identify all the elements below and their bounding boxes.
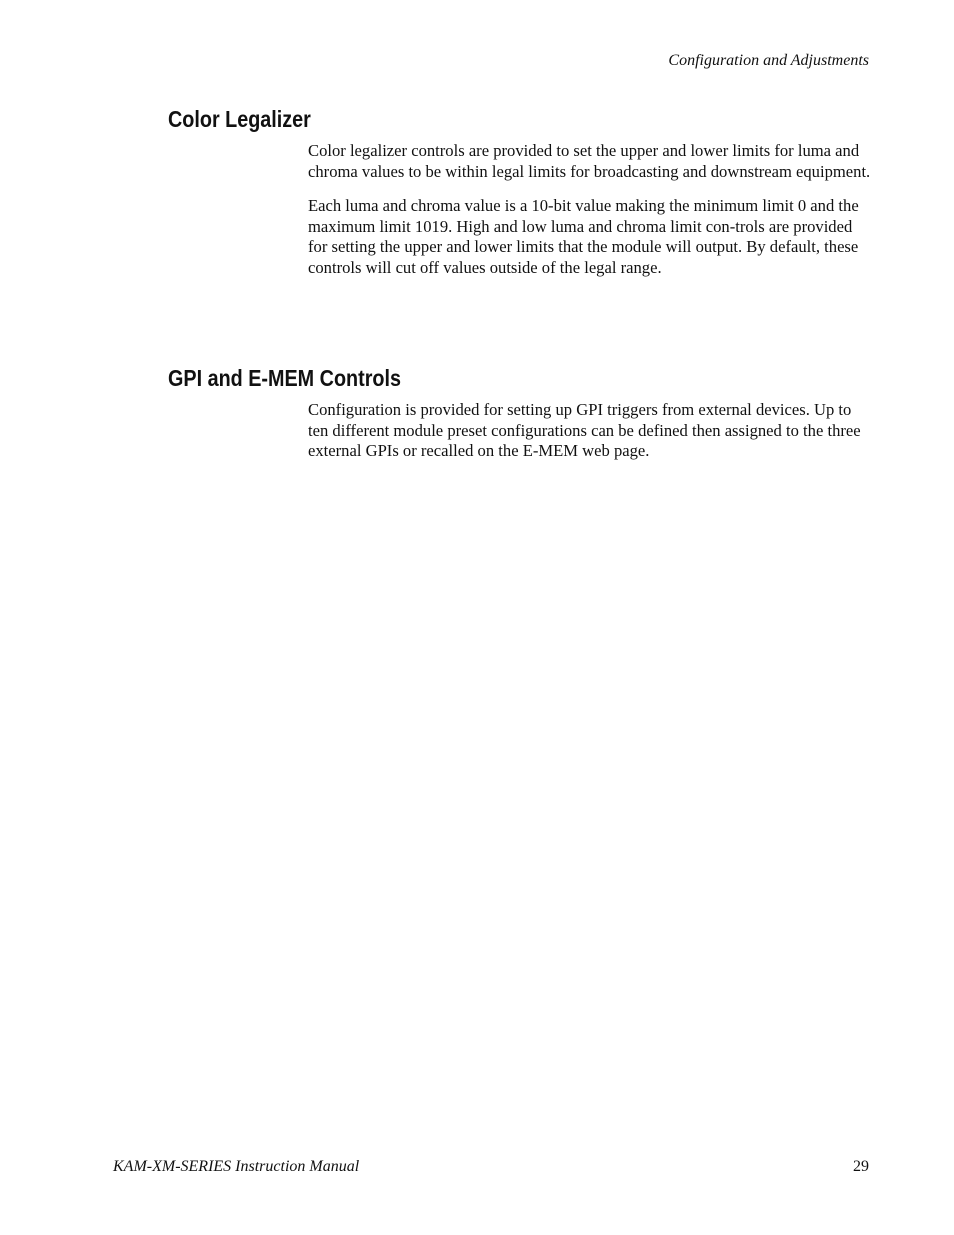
page-number: 29 bbox=[853, 1158, 869, 1175]
section-heading: GPI and E-MEM Controls bbox=[168, 365, 401, 391]
paragraph: Color legalizer controls are provided to set the upper and lower limits for luma and chroma values to be within legal limits for broadcasting and downstream equipment. bbox=[308, 141, 871, 181]
paragraph: Configuration is provided for setting up GPI triggers from external devices. Up to ten different module preset configurations can be defined then assigned to the three external GPIs or recalled on the E-MEM web page. bbox=[308, 400, 861, 461]
section-heading: Color Legalizer bbox=[168, 106, 311, 132]
section-body bbox=[308, 141, 872, 293]
paragraph: Each luma and chroma value is a 10-bit value making the minimum limit 0 and the maximum limit 1019. High and low luma and chroma limit con-trols are provided for setting the upper and lower limits that the module will output. By default, these controls will cut off values outside of the legal range. bbox=[308, 196, 859, 277]
section-body bbox=[308, 400, 872, 476]
footer-manual-title: KAM-XM-SERIES Instruction Manual bbox=[113, 1158, 360, 1175]
running-header: Configuration and Adjustments bbox=[668, 52, 869, 69]
